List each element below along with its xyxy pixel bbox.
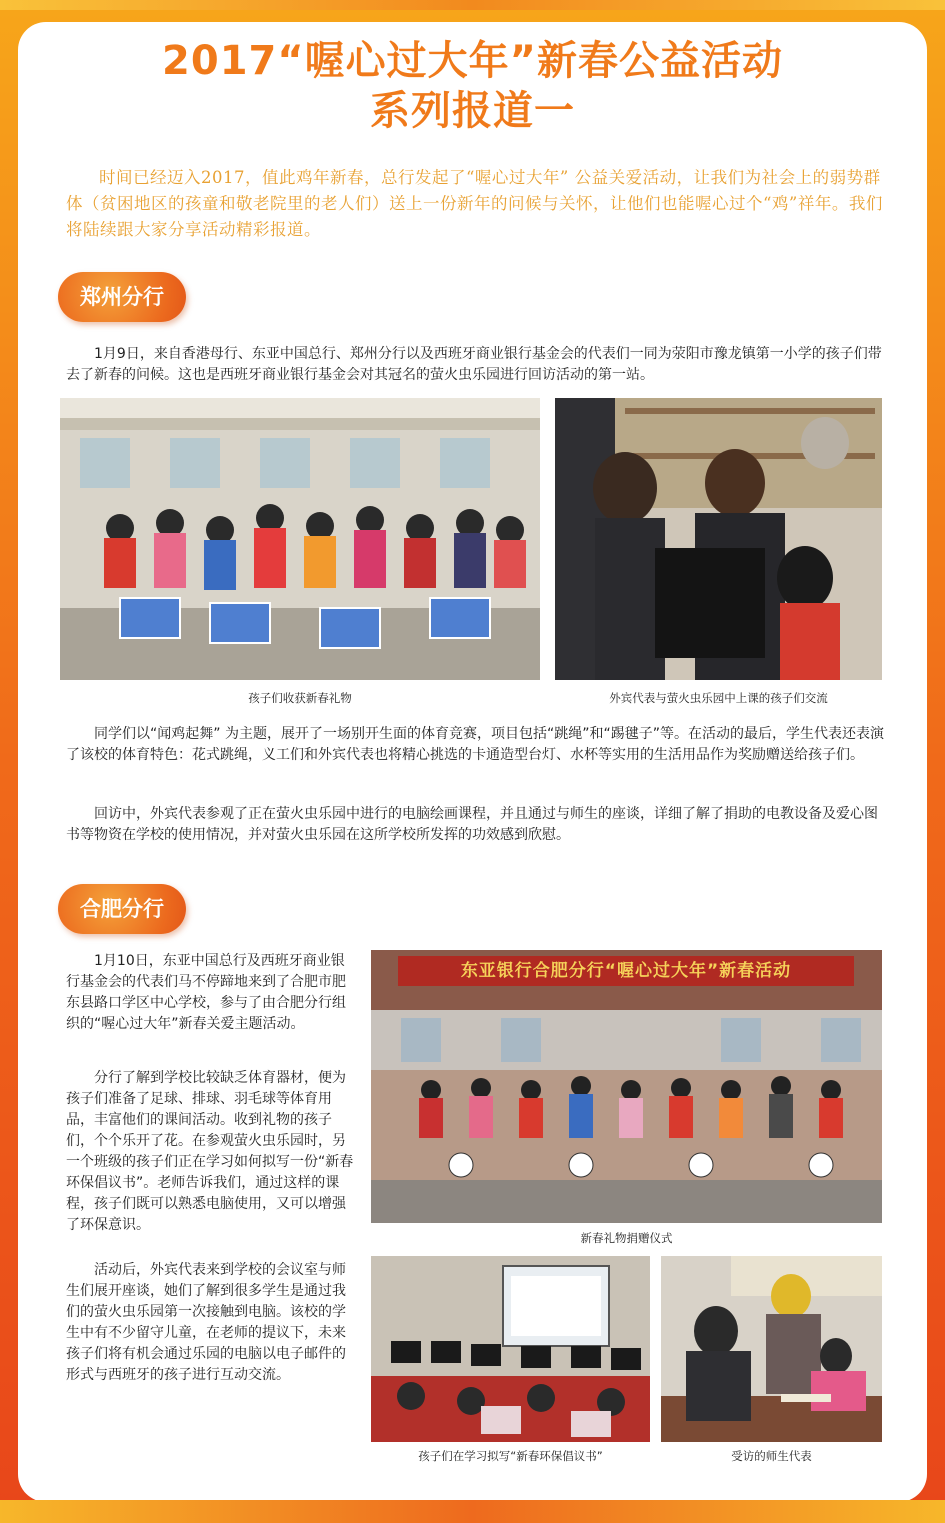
hefei-paragraph-2: 分行了解到学校比较缺乏体育器材，便为孩子们准备了足球、排球、羽毛球等体育用品，丰富他们的课间活动。收到礼物的孩子们，个个乐开了花。在参观萤火虫乐园时，另一个班级的孩子们正在学习如何拟写一份“新春环保倡议书”。老师告诉我们，通过这样的课程，孩子们既可以熟悉电脑使用，又可以增强了环保意识。	[66, 1070, 354, 1233]
section-heading-zhengzhou: 郑州分行	[58, 272, 186, 322]
page-title	[0, 36, 945, 136]
hefei-paragraph-1: 1月10日，东亚中国总行及西班牙商业银行基金会的代表们马不停蹄地来到了合肥市肥东县路口学区中心学校，参与了由合肥分行组织的“喔心过大年”新春关爱主题活动。	[66, 953, 346, 1032]
hefei-paragraph-3: 活动后，外宾代表来到学校的会议室与师生们展开座谈，她们了解到很多学生是通过我们的萤火虫乐园第一次接触到电脑。该校的学生中有不少留守儿童，在老师的提议下，未来孩子们将有机会通过乐园的电脑以电子邮件的形式与西班牙的孩子进行互动交流。	[66, 1262, 346, 1383]
section-heading-hefei: 合肥分行	[58, 884, 186, 934]
zhengzhou-paragraph-2: 同学们以“闻鸡起舞” 为主题，展开了一场别开生面的体育竞赛，项目包括“跳绳”和“踢毽子”等。在活动的最后，学生代表还表演了该校的体育特色：花式跳绳，义工们和外宾代表也将精心挑选的卡通造型台灯、水杯等实用的生活用品作为奖励赠送给孩子们。	[66, 726, 884, 763]
zhengzhou-paragraph-1: 1月9日，来自香港母行、东亚中国总行、郑州分行以及西班牙商业银行基金会的代表们一同为荥阳市豫龙镇第一小学的孩子们带去了新春的问候。这也是西班牙商业银行基金会对其冠名的萤火虫乐园进行回访活动的第一站。	[66, 346, 882, 383]
event-banner: 东亚银行合肥分行“喔心过大年”新春活动	[398, 956, 854, 986]
photo-children-gifts	[60, 398, 540, 680]
caption-children-gifts: 孩子们收获新春礼物	[248, 691, 352, 705]
photo-teacher-student	[661, 1256, 882, 1442]
photo-computer-class	[371, 1256, 650, 1442]
caption-gift-donation: 新春礼物捐赠仪式	[580, 1231, 673, 1245]
zhengzhou-paragraph-3: 回访中，外宾代表参观了正在萤火虫乐园中进行的电脑绘画课程，并且通过与师生的座谈，详细了解了捐助的电教设备及爱心图书等物资在学校的使用情况，并对萤火虫乐园在这所学校所发挥的功效感到欣慰。	[66, 806, 878, 843]
bottom-border	[0, 1500, 945, 1523]
photo-gift-donation-ceremony	[371, 950, 882, 1223]
title-line-2: 系列报道一	[370, 88, 575, 134]
caption-teacher-student: 受访的师生代表	[731, 1449, 812, 1463]
top-border	[0, 0, 945, 10]
title-line-1: 2017“喔心过大年”新春公益活动	[162, 38, 783, 84]
intro-paragraph: 时间已经迈入2017，值此鸡年新春，总行发起了“喔心过大年” 公益关爱活动，让我们为社会上的弱势群体（贫困地区的孩童和敬老院里的老人们）送上一份新年的问候与关怀，让他们也能喔心过个“鸡”祥年。我们将陆续跟大家分享活动精彩报道。	[66, 168, 883, 239]
photo-guests-with-children	[555, 398, 882, 680]
caption-guests-with-children: 外宾代表与萤火虫乐园中上课的孩子们交流	[609, 691, 828, 705]
caption-computer-class: 孩子们在学习拟写“新春环保倡议书”	[418, 1449, 603, 1463]
